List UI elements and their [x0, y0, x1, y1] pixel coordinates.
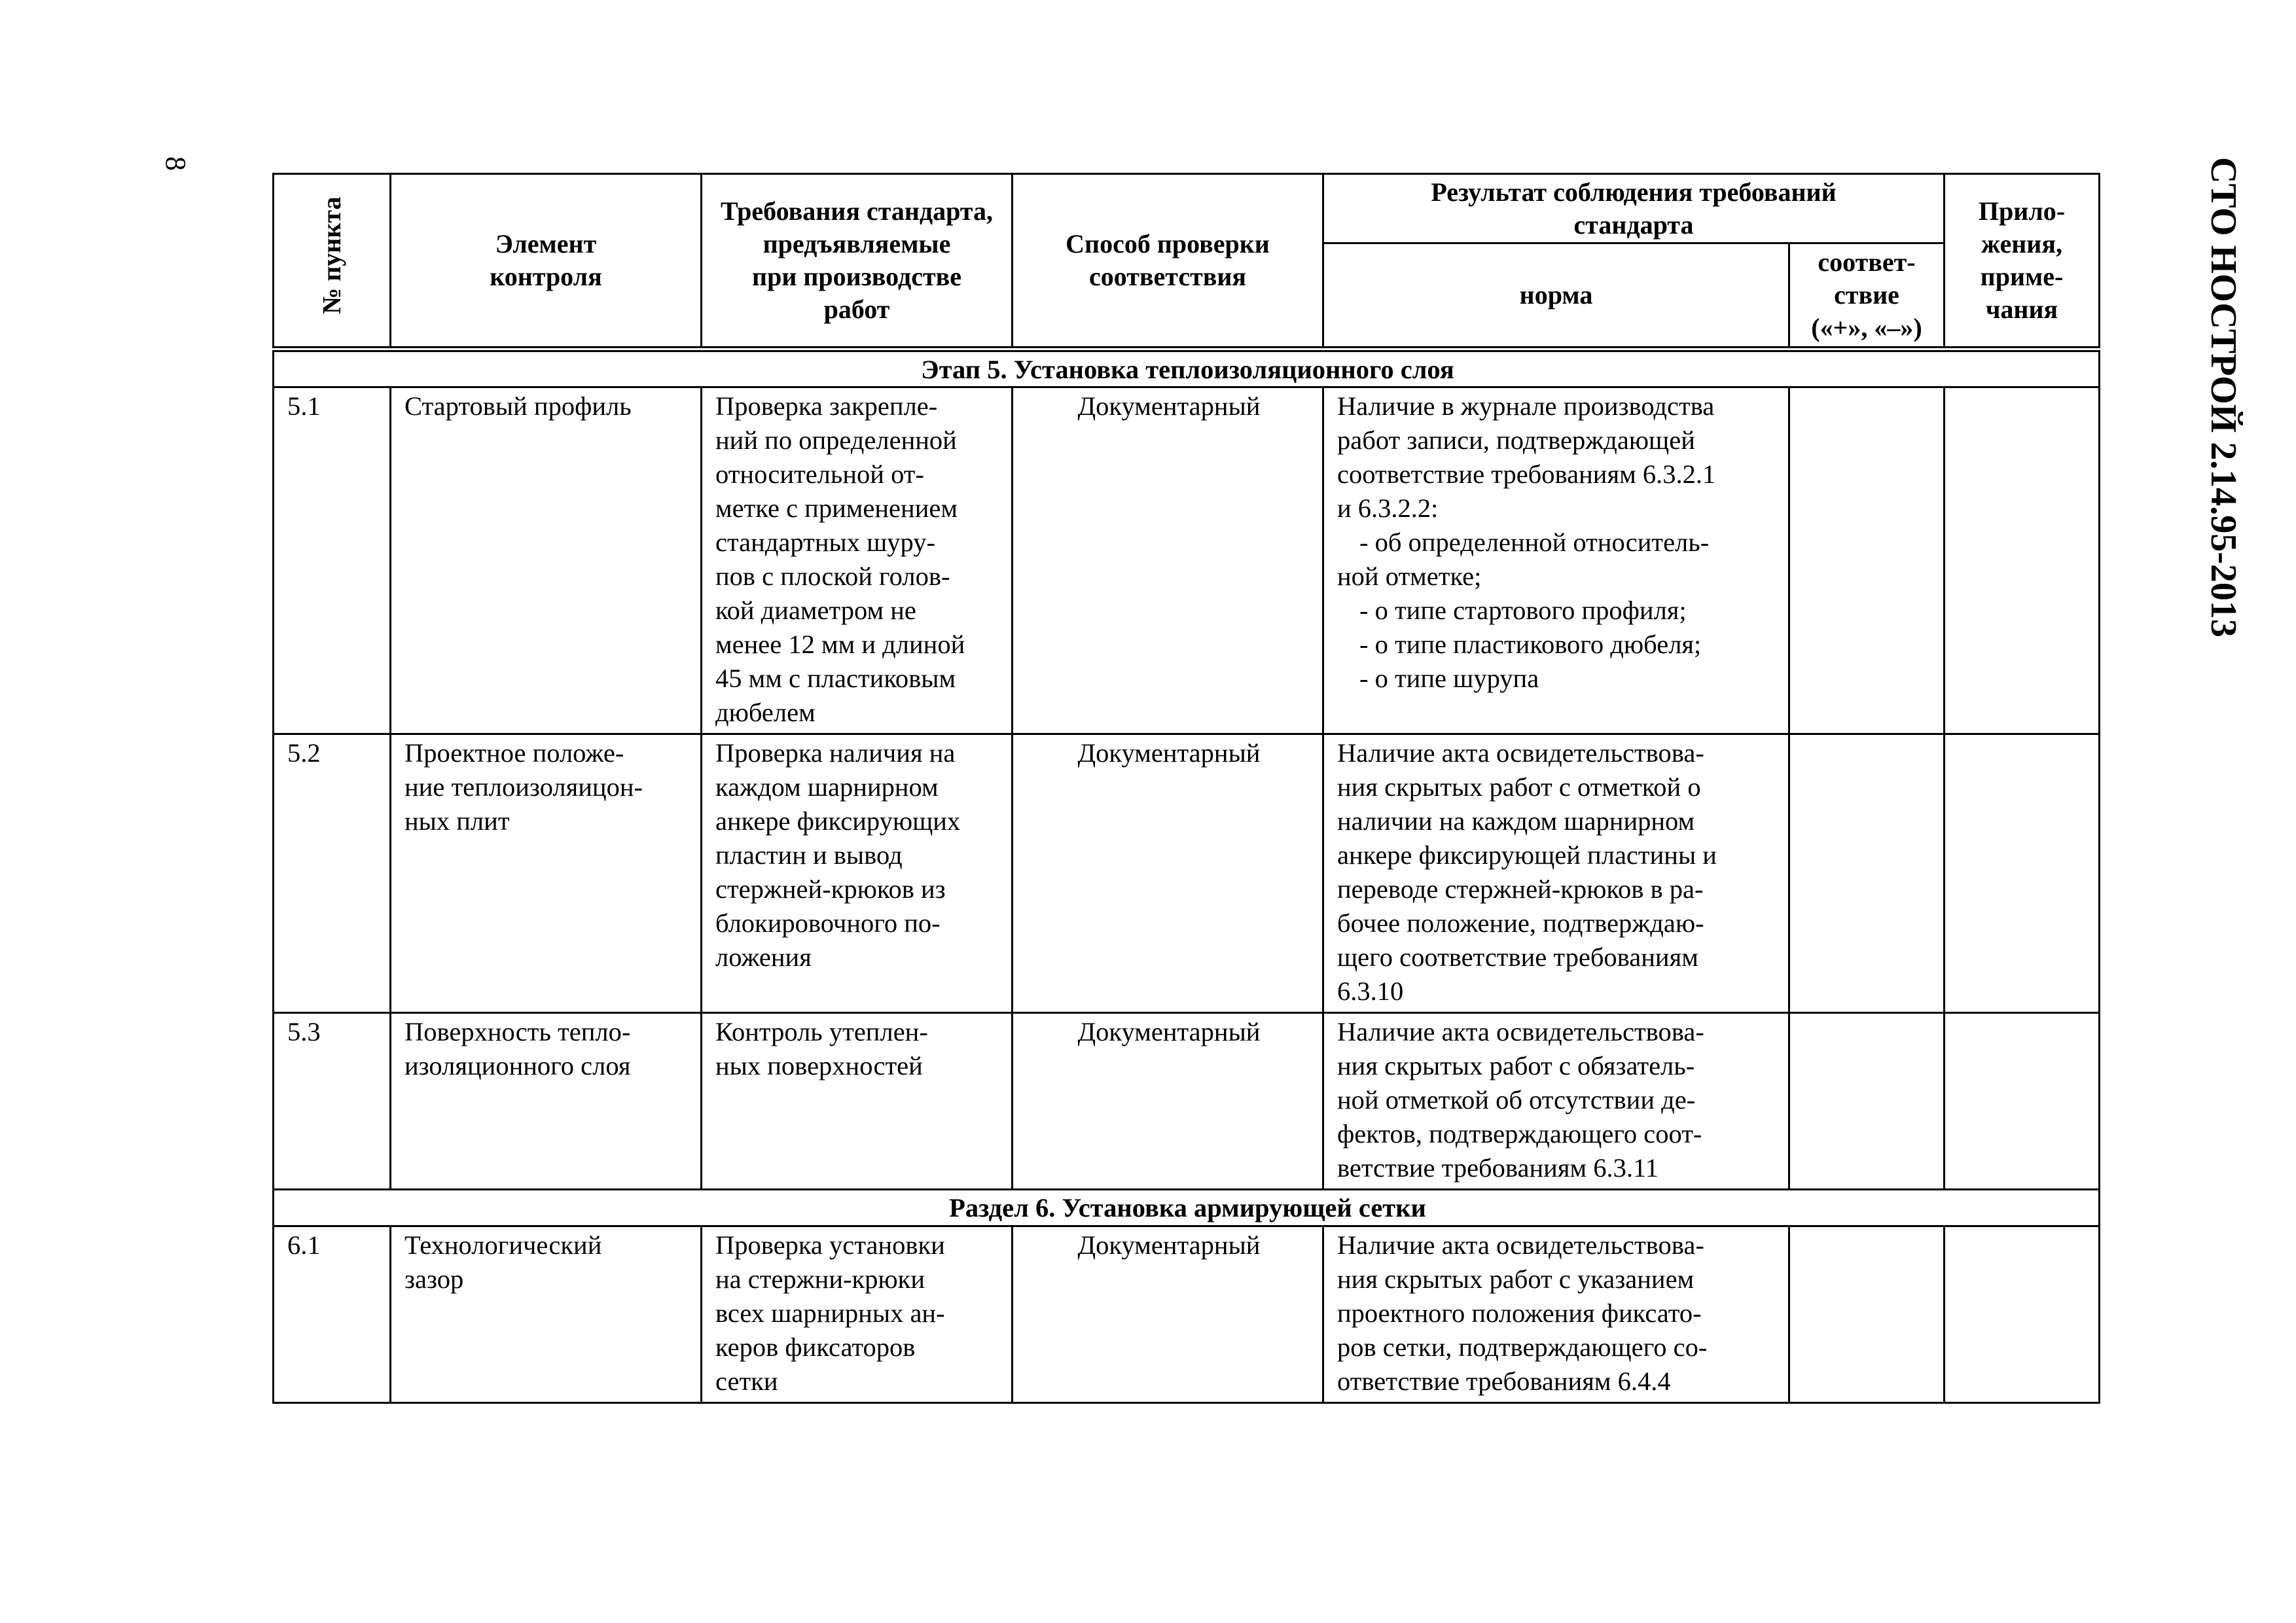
- section-title-section-6: Раздел 6. Установка армирующей сетки: [274, 1190, 2100, 1226]
- header-notes: Прило- жения, приме- чания: [1945, 174, 2100, 349]
- cell-element: Технологический зазор: [391, 1226, 702, 1403]
- inspection-table: [272, 173, 2100, 1404]
- cell-requirement: Проверка наличия на каждом шарнирном анкере фиксирующих пластин и вывод стержней-крюков из блокировочного по- ложения: [702, 734, 1013, 1013]
- cell-conformity: [1789, 1226, 1945, 1403]
- cell-notes: [1945, 1013, 2100, 1190]
- header-num: [274, 174, 391, 349]
- cell-num: 5.1: [274, 387, 391, 734]
- cell-num: 5.2: [274, 734, 391, 1013]
- cell-norm: Наличие акта освидетельствова- ния скрытых работ с обязатель- ной отметкой об отсутствии де- фектов, подтверждающего соот- ветствие требованиям 6.3.11: [1323, 1013, 1789, 1190]
- header-element: Элемент контроля: [391, 174, 702, 349]
- cell-element: Стартовый профиль: [391, 387, 702, 734]
- header-num-label: № пункта: [317, 196, 346, 314]
- cell-notes: [1945, 734, 2100, 1013]
- cell-requirement: Проверка закрепле- ний по определенной относительной от- метке с применением стандартных шуру- пов с плоской голов- кой диаметром не менее 12 мм и длиной 45 мм с пластиковым дюбелем: [702, 387, 1013, 734]
- cell-norm: Наличие в журнале производства работ записи, подтверждающей соответствие требованиям 6.3.2.1 и 6.3.2.2: - об определенной относитель- ной отметке; - о типе стартового профиля; - о типе пластикового дюбеля; - о типе шурупа: [1323, 387, 1789, 734]
- header-conformity: соответ- ствие («+», «–»): [1789, 243, 1945, 349]
- cell-norm: Наличие акта освидетельствова- ния скрытых работ с отметкой о наличии на каждом шарнирном анкере фиксирующей пластины и переводе стержней-крюков в ра- бочее положение, подтверждаю- щего соответствие требованиям 6.3.10: [1323, 734, 1789, 1013]
- table-row: [274, 734, 2100, 1013]
- cell-requirement: Контроль утеплен- ных поверхностей: [702, 1013, 1013, 1190]
- section-title-stage-5: Этап 5. Установка теплоизоляционного слоя: [274, 349, 2100, 387]
- cell-method: Документарный: [1013, 387, 1323, 734]
- table-row: [274, 1013, 2100, 1190]
- cell-notes: [1945, 387, 2100, 734]
- cell-method: Документарный: [1013, 1226, 1323, 1403]
- cell-element: Проектное положе- ние теплоизоляицон- ных плит: [391, 734, 702, 1013]
- header-requirements: Требования стандарта, предъявляемые при производстве работ: [702, 174, 1013, 349]
- cell-norm: Наличие акта освидетельствова- ния скрытых работ с указанием проектного положения фиксато- ров сетки, подтверждающего со- ответствие требованиям 6.4.4: [1323, 1226, 1789, 1403]
- table-row: [274, 387, 2100, 734]
- cell-element: Поверхность тепло- изоляционного слоя: [391, 1013, 702, 1190]
- header-norm: норма: [1323, 243, 1789, 349]
- cell-conformity: [1789, 1013, 1945, 1190]
- cell-requirement: Проверка установки на стержни-крюки всех шарнирных ан- керов фиксаторов сетки: [702, 1226, 1013, 1403]
- header-method: Способ проверки соответствия: [1013, 174, 1323, 349]
- cell-notes: [1945, 1226, 2100, 1403]
- cell-num: 6.1: [274, 1226, 391, 1403]
- cell-method: Документарный: [1013, 1013, 1323, 1190]
- document-code: СТО НОСТРОЙ 2.14.95-2013: [2203, 157, 2244, 637]
- cell-conformity: [1789, 387, 1945, 734]
- header-result: Результат соблюдения требований стандарта: [1323, 174, 1945, 243]
- cell-method: Документарный: [1013, 734, 1323, 1013]
- page-number: 8: [160, 156, 192, 171]
- cell-conformity: [1789, 734, 1945, 1013]
- cell-num: 5.3: [274, 1013, 391, 1190]
- table-row: [274, 1226, 2100, 1403]
